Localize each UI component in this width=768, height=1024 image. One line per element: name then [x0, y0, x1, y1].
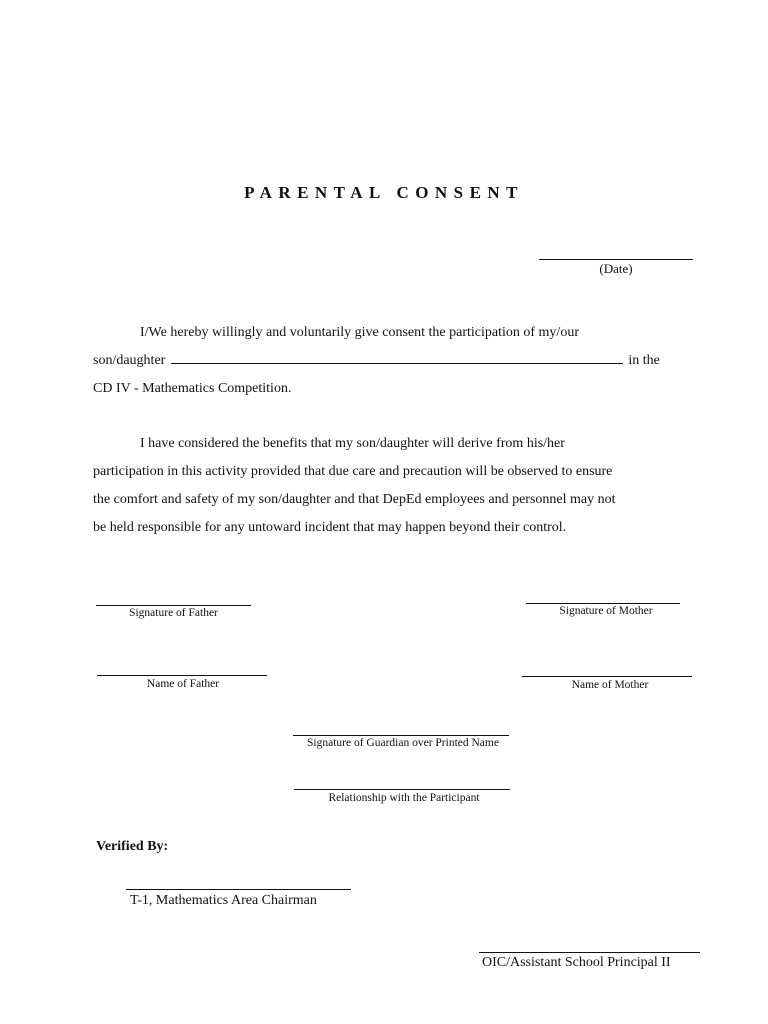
guardian-signature-label: Signature of Guardian over Printed Name: [307, 737, 499, 749]
mother-name-label: Name of Mother: [571, 679, 649, 691]
consent-line-3: CD IV - Mathematics Competition.: [93, 381, 292, 396]
consent-paragraph: [93, 319, 683, 403]
guardian-signature-line: [293, 735, 509, 736]
child-name-blank: [171, 350, 623, 364]
benefits-line-1: I have considered the benefits that my son/daughter will derive from his/her: [140, 436, 565, 451]
benefits-paragraph: [93, 430, 683, 542]
consent-line-2-prefix: son/daughter: [93, 353, 166, 368]
father-name-line: [97, 675, 267, 676]
principal-label: OIC/Assistant School Principal II: [482, 955, 671, 970]
principal-signature-line: [479, 952, 700, 953]
father-name-label: Name of Father: [146, 678, 220, 690]
consent-line-1: I/We hereby willingly and voluntarily give consent the participation of my/our: [140, 325, 579, 340]
father-signature-label: Signature of Father: [129, 607, 218, 619]
father-signature-line: [96, 605, 251, 606]
consent-line-2-suffix: in the: [628, 353, 660, 368]
date-label: (Date): [599, 261, 633, 276]
relationship-line: [294, 789, 510, 790]
verified-by-heading: Verified By:: [96, 839, 169, 854]
document-title: PARENTAL CONSENT: [244, 183, 524, 202]
mother-signature-label: Signature of Mother: [559, 605, 653, 617]
mother-name-line: [522, 676, 692, 677]
date-line: [539, 259, 693, 260]
benefits-line-4: be held responsible for any untoward incident that may happen beyond their control.: [93, 520, 567, 535]
mother-signature-line: [526, 603, 680, 604]
chairman-signature-line: [126, 889, 351, 890]
chairman-label: T-1, Mathematics Area Chairman: [130, 893, 317, 908]
relationship-label: Relationship with the Participant: [328, 792, 480, 804]
benefits-line-3: the comfort and safety of my son/daughter and that DepEd employees and personnel may not: [93, 492, 616, 507]
consent-line-2: [93, 347, 683, 375]
benefits-line-2: participation in this activity provided that due care and precaution will be observed to ensure: [93, 464, 613, 479]
